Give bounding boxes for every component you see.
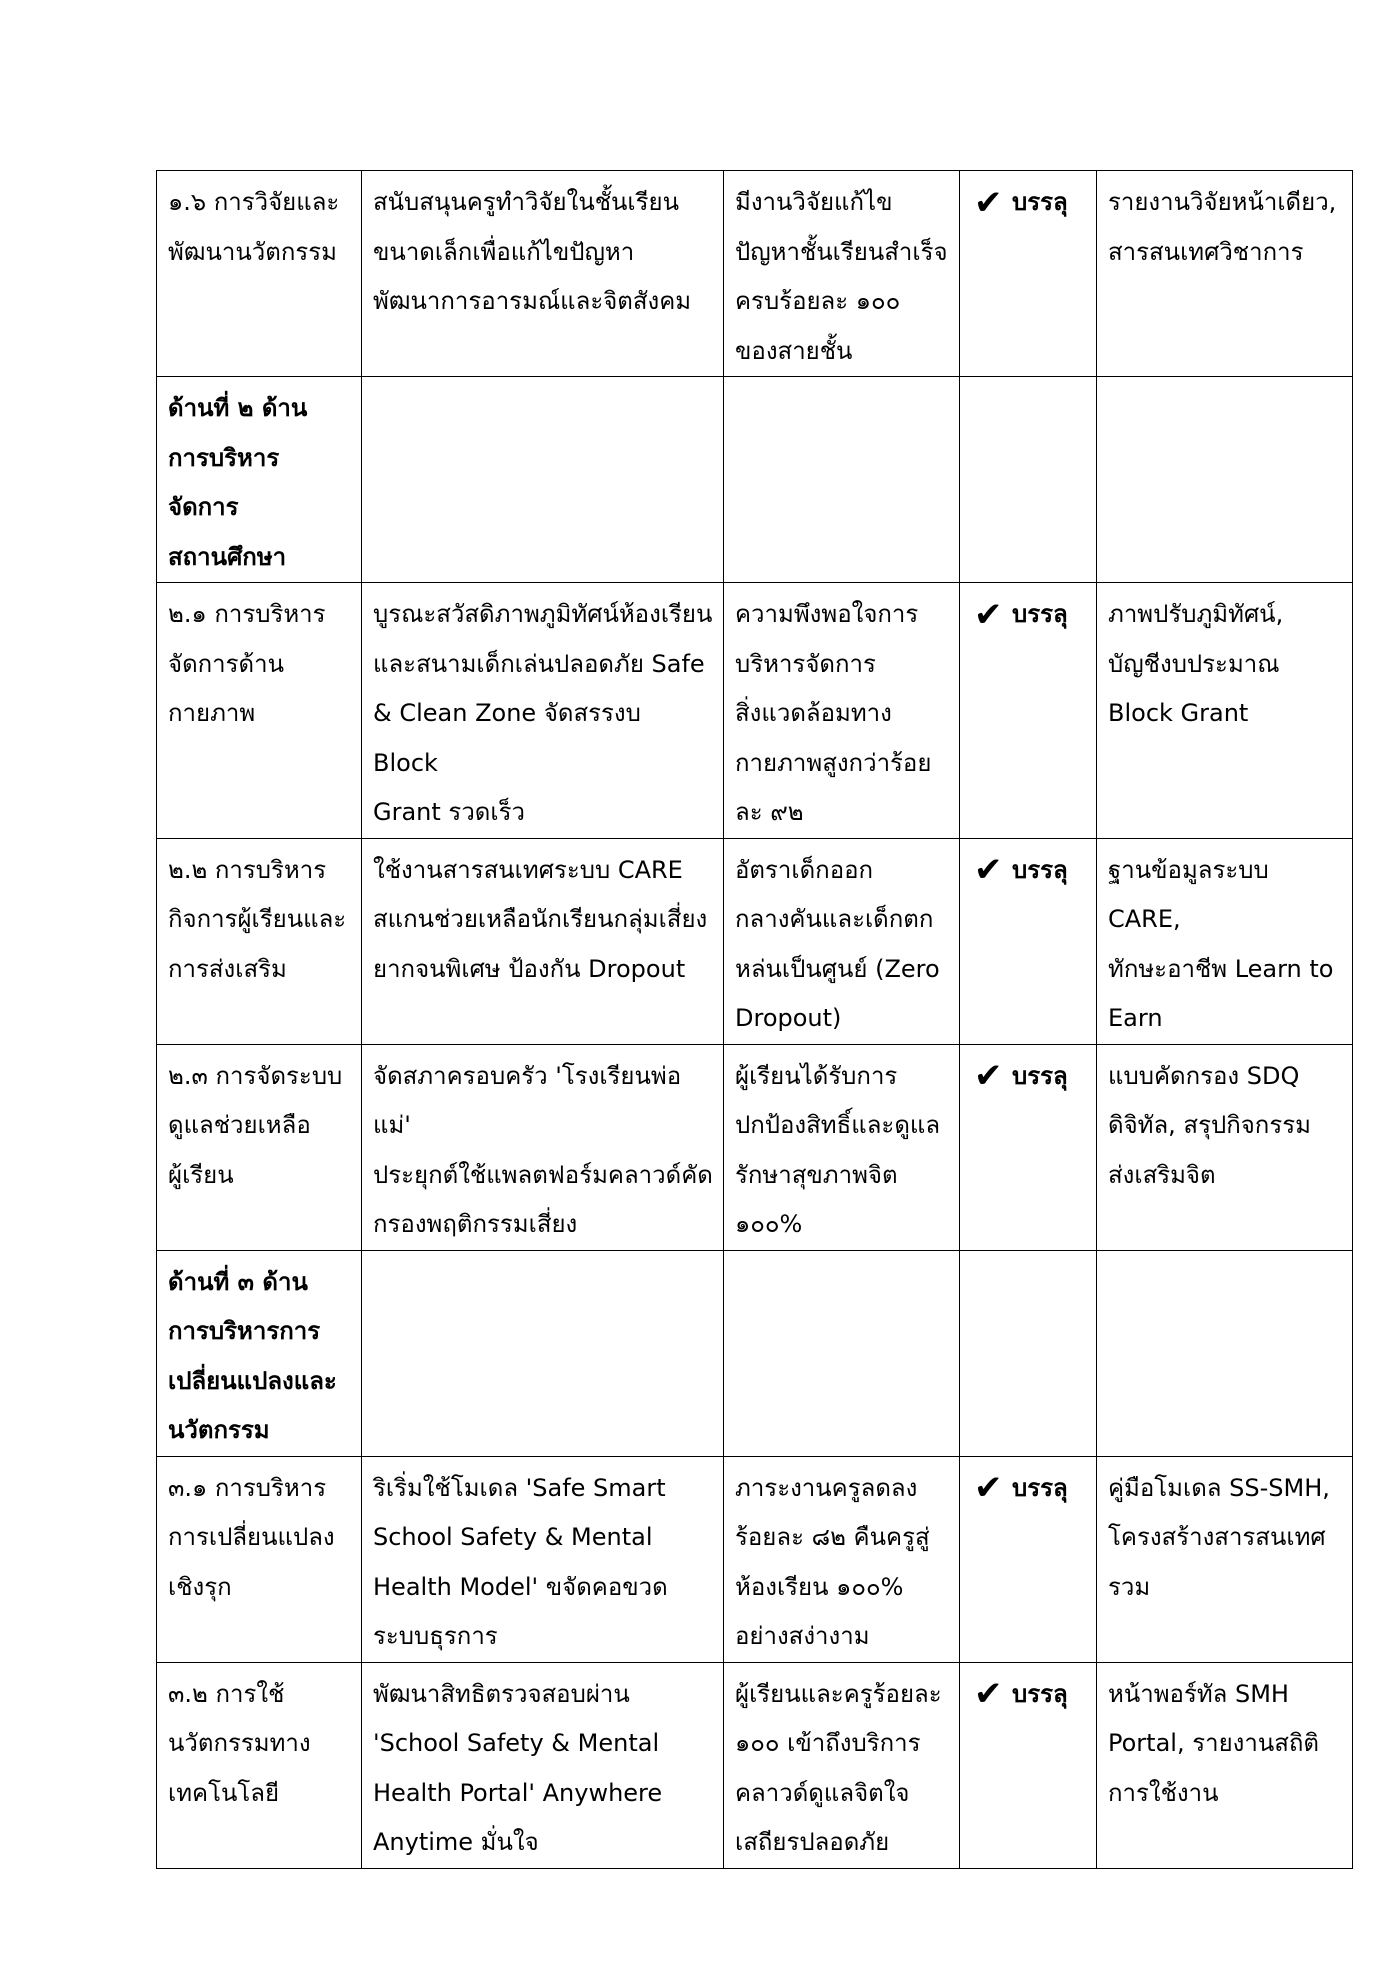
status-badge [974,1052,1086,1102]
outcome-cell [724,1456,960,1662]
status-badge [974,590,1086,640]
evidence-cell-text: คู่มือโมเดล SS-SMH, โครงสร้างสารสนเทศ รวม [1108,1473,1330,1601]
indicator-cell [157,1456,362,1662]
evidence-cell [1097,838,1353,1044]
status-label: บรรลุ [1012,1473,1068,1502]
indicator-cell [157,171,362,377]
outcome-cell-text: ความพึงพอใจการ บริหารจัดการ สิ่งแวดล้อมทาง กายภาพสูงกว่าร้อย ละ ๙๒ [735,600,932,826]
table-row [157,838,1353,1044]
section-heading-cell [157,1250,362,1456]
indicator-cell [157,1044,362,1250]
checkmark-icon: ✔ [974,850,1003,891]
outcome-cell-text: มีงานวิจัยแก้ไข ปัญหาชั้นเรียนสำเร็จ ครบร้อยละ ๑๐๐ ของสายชั้น [735,188,948,365]
checkmark-icon: ✔ [974,1468,1003,1509]
status-cell [960,1044,1097,1250]
table-body [157,171,1353,1869]
evidence-cell-text: หน้าพอร์ทัล SMH Portal, รายงานสถิติ การใช้งาน [1108,1679,1320,1807]
indicator-cell-text: ๓.๑ การบริหาร การเปลี่ยนแปลง เชิงรุก [168,1473,335,1601]
empty-cell [1097,377,1353,583]
status-label: บรรลุ [1012,855,1068,884]
evidence-cell [1097,171,1353,377]
table-row [157,583,1353,839]
outcome-cell-text: อัตราเด็กออก กลางคันและเด็กตก หล่นเป็นศูนย์ (Zero Dropout) [735,855,940,1032]
evidence-cell-text: ฐานข้อมูลระบบ CARE, ทักษะอาชีพ Learn to Earn [1108,855,1334,1032]
activity-cell [362,1662,724,1868]
evaluation-table [156,170,1353,1869]
outcome-cell-text: ผู้เรียนได้รับการ ปกป้องสิทธิ์และดูแล รักษาสุขภาพจิต ๑๐๐% [735,1061,941,1238]
empty-cell [960,377,1097,583]
section-heading-cell [157,377,362,583]
indicator-cell-text: ๑.๖ การวิจัยและ พัฒนานวัตกรรม [168,188,340,266]
status-badge [974,1670,1086,1720]
activity-cell [362,583,724,839]
activity-cell [362,838,724,1044]
evidence-cell-text: ภาพปรับภูมิทัศน์, บัญชีงบประมาณ Block Grant [1108,600,1284,727]
indicator-cell [157,583,362,839]
activity-cell-text: พัฒนาสิทธิตรวจสอบผ่าน 'School Safety & Mental Health Portal' Anywhere Anytime มั่นใจ [373,1679,663,1856]
table-row [157,1662,1353,1868]
status-label: บรรลุ [1012,600,1068,628]
indicator-cell [157,838,362,1044]
indicator-cell [157,1662,362,1868]
outcome-cell [724,583,960,839]
activity-cell-text: ใช้งานสารสนเทศระบบ CARE สแกนช่วยเหลือนักเรียนกลุ่มเสี่ยง ยากจนพิเศษ ป้องกัน Dropout [373,855,708,983]
empty-cell [362,377,724,583]
indicator-cell-text: ๒.๒ การบริหาร กิจการผู้เรียนและ การส่งเสริม [168,855,347,983]
checkmark-icon: ✔ [974,594,1003,635]
checkmark-icon: ✔ [974,1056,1003,1097]
outcome-cell-text: ภาระงานครูลดลง ร้อยละ ๘๒ คืนครูสู่ ห้องเรียน ๑๐๐% อย่างสง่างาม [735,1473,930,1650]
activity-cell-text: สนับสนุนครูทำวิจัยในชั้นเรียน ขนาดเล็กเพื่อแก้ไขปัญหา พัฒนาการอารมณ์และจิตสังคม [373,188,692,315]
evidence-cell [1097,583,1353,839]
empty-cell [724,377,960,583]
evidence-cell [1097,1044,1353,1250]
table-row [157,171,1353,377]
status-cell [960,838,1097,1044]
status-badge [974,178,1086,228]
status-cell [960,1456,1097,1662]
outcome-cell-text: ผู้เรียนและครูร้อยละ ๑๐๐ เข้าถึงบริการ คลาวด์ดูแลจิตใจ เสถียรปลอดภัย [735,1679,942,1856]
empty-cell [362,1250,724,1456]
empty-cell [960,1250,1097,1456]
status-badge [974,1464,1086,1514]
evidence-cell-text: รายงานวิจัยหน้าเดียว, สารสนเทศวิชาการ [1108,188,1337,266]
evidence-cell-text: แบบคัดกรอง SDQ ดิจิทัล, สรุปกิจกรรม ส่งเสริมจิต [1108,1061,1311,1189]
outcome-cell [724,838,960,1044]
status-badge [974,846,1086,896]
outcome-cell [724,1044,960,1250]
checkmark-icon: ✔ [974,182,1003,223]
evidence-cell [1097,1662,1353,1868]
status-label: บรรลุ [1012,1061,1068,1090]
table-row [157,1044,1353,1250]
indicator-cell-text: ๓.๒ การใช้ นวัตกรรมทาง เทคโนโลยี [168,1679,311,1807]
status-label: บรรลุ [1012,1679,1068,1708]
indicator-cell-text: ๒.๓ การจัดระบบ ดูแลช่วยเหลือ ผู้เรียน [168,1061,343,1189]
activity-cell-text: จัดสภาครอบครัว 'โรงเรียนพ่อแม่' ประยุกต์ใช้แพลตฟอร์มคลาวด์คัด กรองพฤติกรรมเสี่ยง [373,1061,713,1238]
outcome-cell [724,1662,960,1868]
activity-cell [362,171,724,377]
evidence-cell [1097,1456,1353,1662]
table-row [157,1456,1353,1662]
section-heading-cell-text: ด้านที่ ๒ ด้าน การบริหาร จัดการ สถานศึกษา [168,394,308,571]
section-heading-row [157,377,1353,583]
empty-cell [1097,1250,1353,1456]
status-cell [960,583,1097,839]
activity-cell-text: ริเริ่มใช้โมเดล 'Safe Smart School Safety & Mental Health Model' ขจัดคอขวด ระบบธุรการ [373,1473,668,1650]
indicator-cell-text: ๒.๑ การบริหาร จัดการด้าน กายภาพ [168,600,326,727]
status-label: บรรลุ [1012,188,1068,216]
activity-cell [362,1456,724,1662]
outcome-cell [724,171,960,377]
status-cell [960,171,1097,377]
status-cell [960,1662,1097,1868]
section-heading-cell-text: ด้านที่ ๓ ด้าน การบริหารการ เปลี่ยนแปลงและ นวัตกรรม [168,1267,337,1444]
empty-cell [724,1250,960,1456]
activity-cell [362,1044,724,1250]
activity-cell-text: บูรณะสวัสดิภาพภูมิทัศน์ห้องเรียน และสนามเด็กเล่นปลอดภัย Safe & Clean Zone จัดสรรงบ Block Grant รวดเร็ว [373,600,713,826]
section-heading-row [157,1250,1353,1456]
checkmark-icon: ✔ [974,1674,1003,1715]
